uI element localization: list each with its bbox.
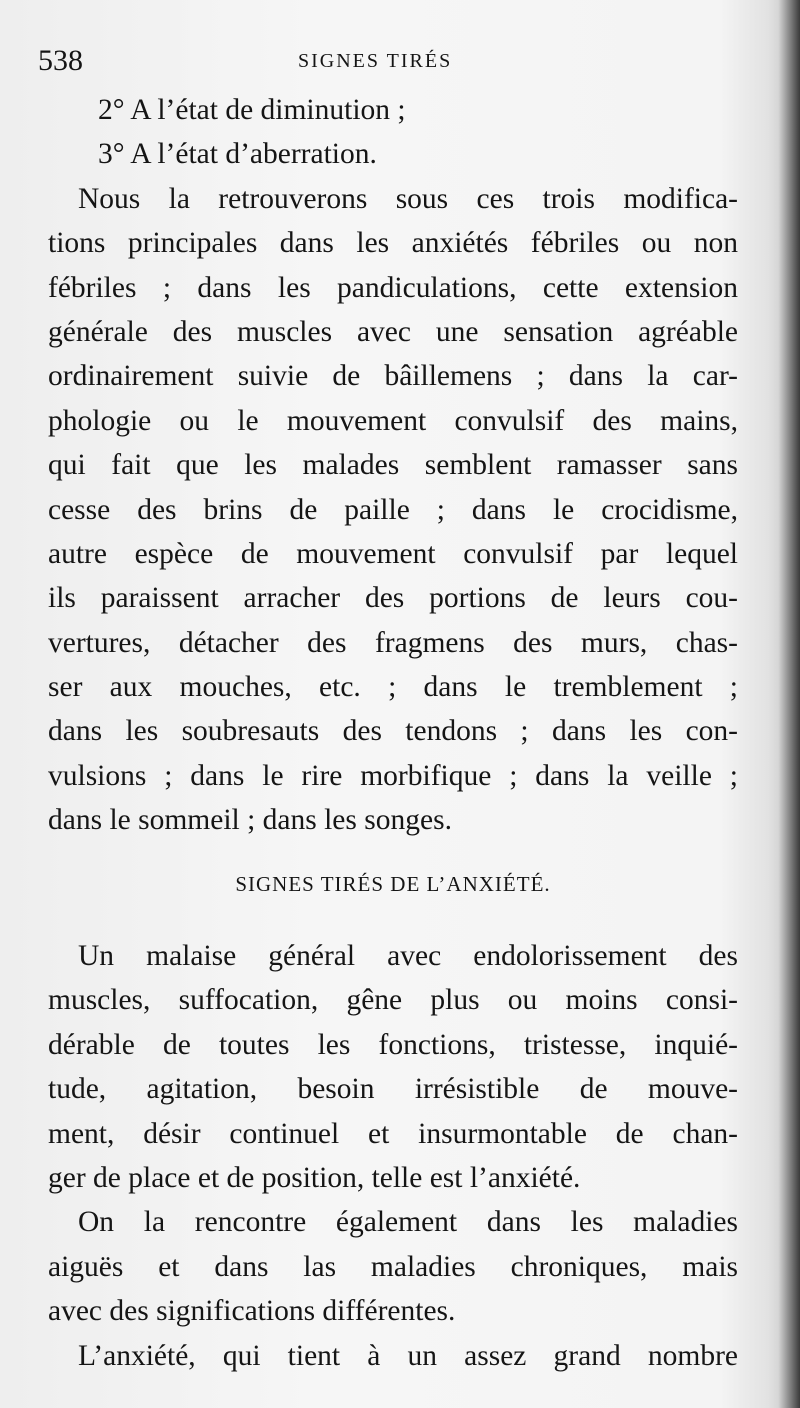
text-line: ser aux mouches, etc. ; dans le tremblement ; bbox=[48, 671, 738, 704]
text-line: 3° A l’état d’aberration. bbox=[98, 138, 377, 171]
text-line: ils paraissent arracher des portions de leurs cou- bbox=[48, 582, 738, 615]
paragraph-block-anxiety bbox=[48, 934, 738, 1378]
text-line: fébriles ; dans les pandiculations, cette extension bbox=[48, 271, 738, 304]
section-title: SIGNES TIRÉS DE L’ANXIÉTÉ. bbox=[235, 872, 551, 896]
text-line: Nous la retrouverons sous ces trois modifica- bbox=[78, 182, 738, 215]
paragraph-block-signs bbox=[48, 88, 738, 843]
page-edge-shadow bbox=[778, 0, 800, 1408]
text-line: dérable de toutes les fonctions, tristesse, inquié- bbox=[48, 1028, 738, 1061]
text-line: On la rencontre également dans les maladies bbox=[78, 1206, 738, 1239]
text-line: dans le sommeil ; dans les songes. bbox=[48, 804, 452, 837]
running-head: SIGNES TIRÉS bbox=[298, 50, 453, 72]
text-line: dans les soubresauts des tendons ; dans les con- bbox=[48, 715, 738, 748]
text-line: aiguës et dans las maladies chroniques, mais bbox=[48, 1250, 738, 1283]
page-header bbox=[38, 44, 728, 84]
text-line: ment, désir continuel et insurmontable de chan- bbox=[48, 1117, 738, 1150]
text-line: phologie ou le mouvement convulsif des mains, bbox=[48, 404, 738, 437]
text-line: vertures, détacher des fragmens des murs, chas- bbox=[48, 626, 738, 659]
text-line: 2° A l’état de diminution ; bbox=[98, 94, 406, 126]
text-line: L’anxiété, qui tient à un assez grand nombre bbox=[78, 1339, 738, 1372]
text-line: ger de place et de position, telle est l’anxiété. bbox=[48, 1161, 581, 1194]
text-line: générale des muscles avec une sensation agréable bbox=[48, 315, 738, 348]
text-line: avec des significations différentes. bbox=[48, 1295, 456, 1328]
text-line: tions principales dans les anxiétés fébriles ou non bbox=[48, 227, 738, 260]
text-line: Un malaise général avec endolorissement des bbox=[78, 940, 738, 972]
text-line: tude, agitation, besoin irrésistible de mouve- bbox=[48, 1073, 738, 1106]
text-line: ordinairement suivie de bâillemens ; dans la car- bbox=[48, 360, 738, 393]
page-number: 538 bbox=[38, 44, 83, 77]
text-line: cesse des brins de paille ; dans le crocidisme, bbox=[48, 493, 738, 526]
text-line: vulsions ; dans le rire morbifique ; dans la veille ; bbox=[48, 759, 738, 792]
text-line: autre espèce de mouvement convulsif par lequel bbox=[48, 537, 738, 570]
text-line: qui fait que les malades semblent ramasser sans bbox=[48, 449, 738, 482]
text-line: muscles, suffocation, gêne plus ou moins consi- bbox=[48, 984, 738, 1017]
